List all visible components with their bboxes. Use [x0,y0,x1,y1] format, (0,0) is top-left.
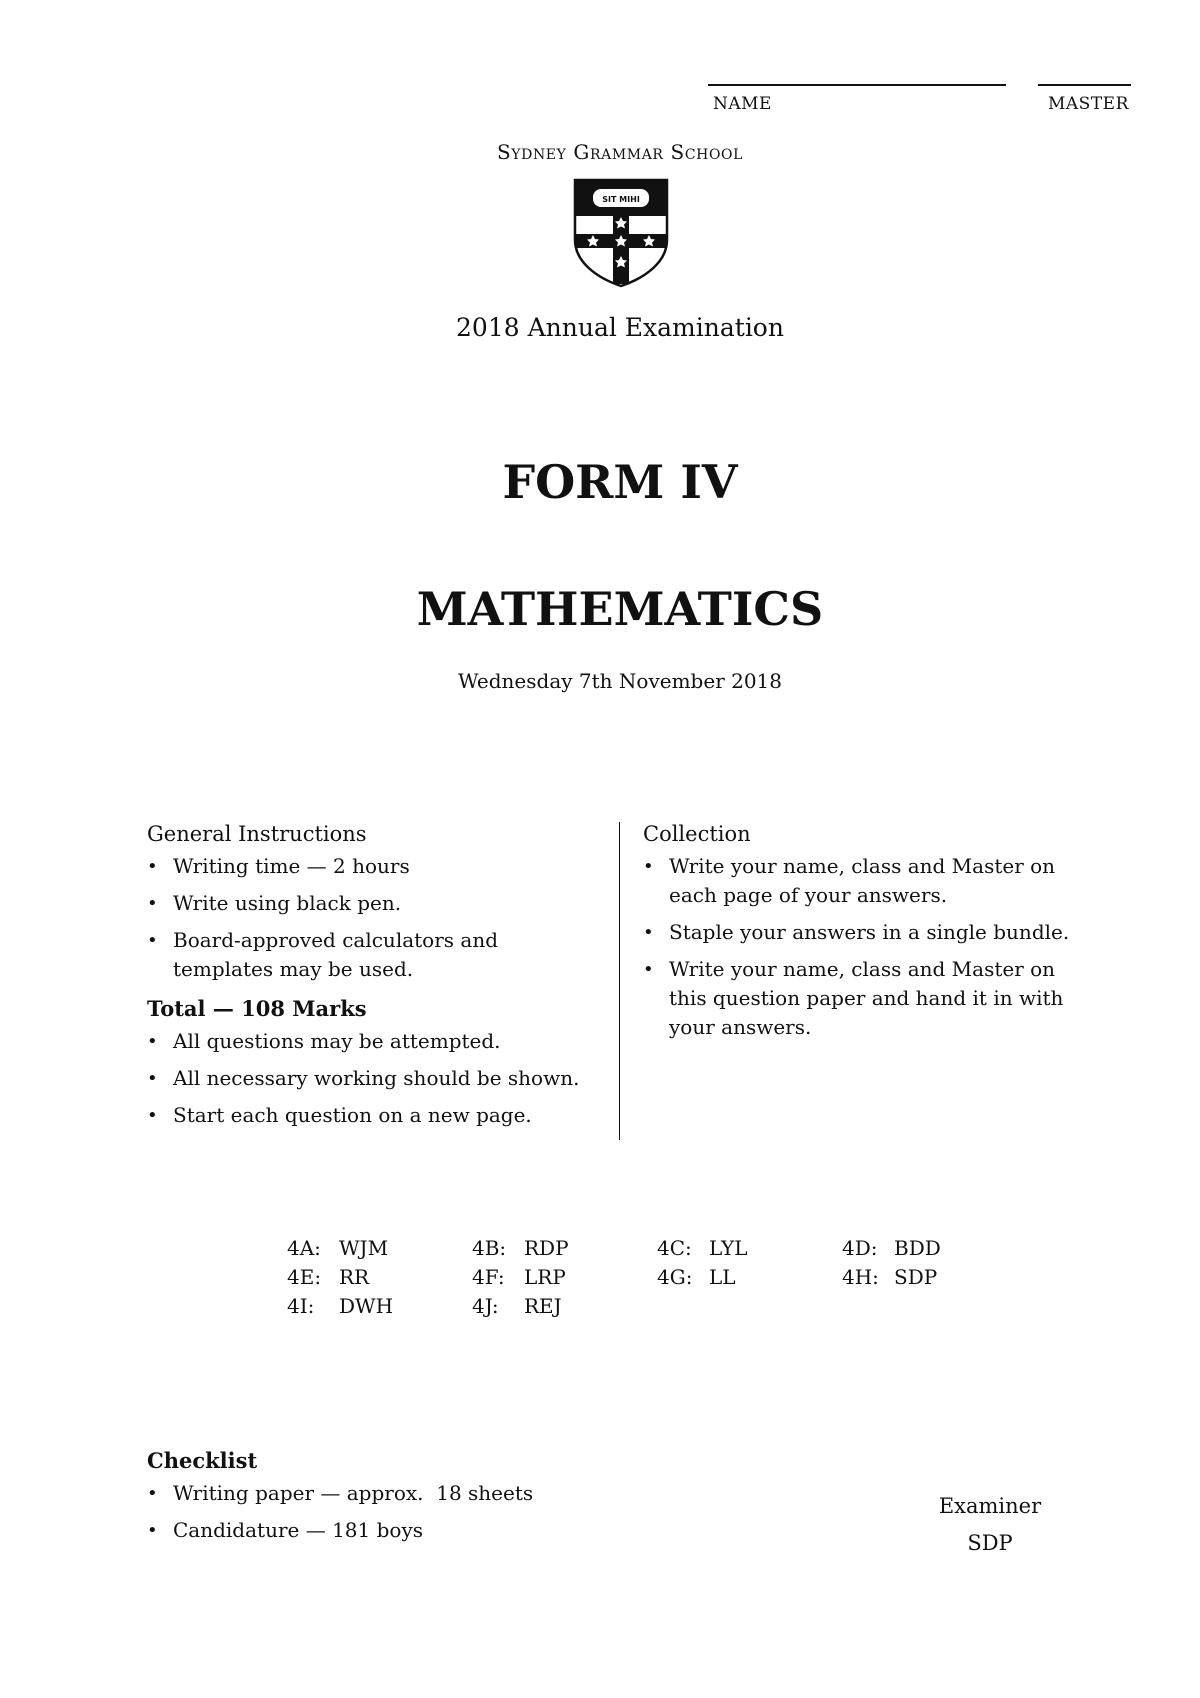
list-item: • Write your name, class and Master on this question paper and hand it in with your answers. [643,955,1079,1042]
collection-heading: Collection [643,822,751,846]
list-item: • All necessary working should be shown. [147,1064,617,1093]
class-entry: 4H: SDP [842,1265,938,1289]
crest-motto: SIT MIHI [602,195,640,204]
school-crest-icon [573,178,669,288]
school-name: Sydney Grammar School [496,140,744,164]
list-item: • Write your name, class and Master on each page of your answers. [643,852,1069,910]
class-entry: 4I: DWH [287,1294,394,1318]
list-item: • Staple your answers in a single bundle. [643,918,1083,947]
class-entry: 4G: LL [657,1265,736,1289]
total-marks-heading: Total — 108 Marks [147,996,367,1021]
name-field-line [708,84,1006,86]
class-entry: 4J: REJ [472,1294,562,1318]
list-item: • Start each question on a new page. [147,1101,617,1130]
checklist-heading: Checklist [147,1448,258,1473]
checklist-list [147,1479,747,1545]
class-entry: 4E: RR [287,1265,370,1289]
list-item: • Write using black pen. [147,889,617,918]
class-entry: 4B: RDP [472,1236,569,1260]
class-entry: 4A: WJM [287,1236,389,1260]
list-item: • Candidature — 181 boys [147,1516,747,1545]
list-item: • Writing paper — approx. 18 sheets [147,1479,747,1508]
class-entry: 4C: LYL [657,1236,748,1260]
list-item: • All questions may be attempted. [147,1027,617,1056]
class-entry: 4D: BDD [842,1236,941,1260]
general-instructions-heading: General Instructions [147,822,367,846]
examiner-block [900,1488,1080,1562]
exam-date: Wednesday 7th November 2018 [457,669,783,693]
list-item: • Board-approved calculators and templates may be used. [147,926,503,984]
list-item: • Writing time — 2 hours [147,852,617,881]
form-title: FORM IV [502,455,738,509]
subject-title: MATHEMATICS [416,582,824,636]
checklist-section [147,1448,747,1553]
master-field-line [1038,84,1131,86]
name-label: NAME [713,94,772,114]
master-label: MASTER [1048,94,1129,114]
examiner-value: SDP [967,1531,1013,1555]
class-entry: 4F: LRP [472,1265,566,1289]
instructions-column [147,822,617,1138]
collection-column [643,822,1083,1050]
general-instructions-list [147,852,617,984]
collection-list [643,852,1083,1042]
column-divider [619,822,620,1140]
exam-title: 2018 Annual Examination [456,313,784,342]
examiner-label: Examiner [938,1494,1042,1518]
total-list [147,1027,617,1130]
